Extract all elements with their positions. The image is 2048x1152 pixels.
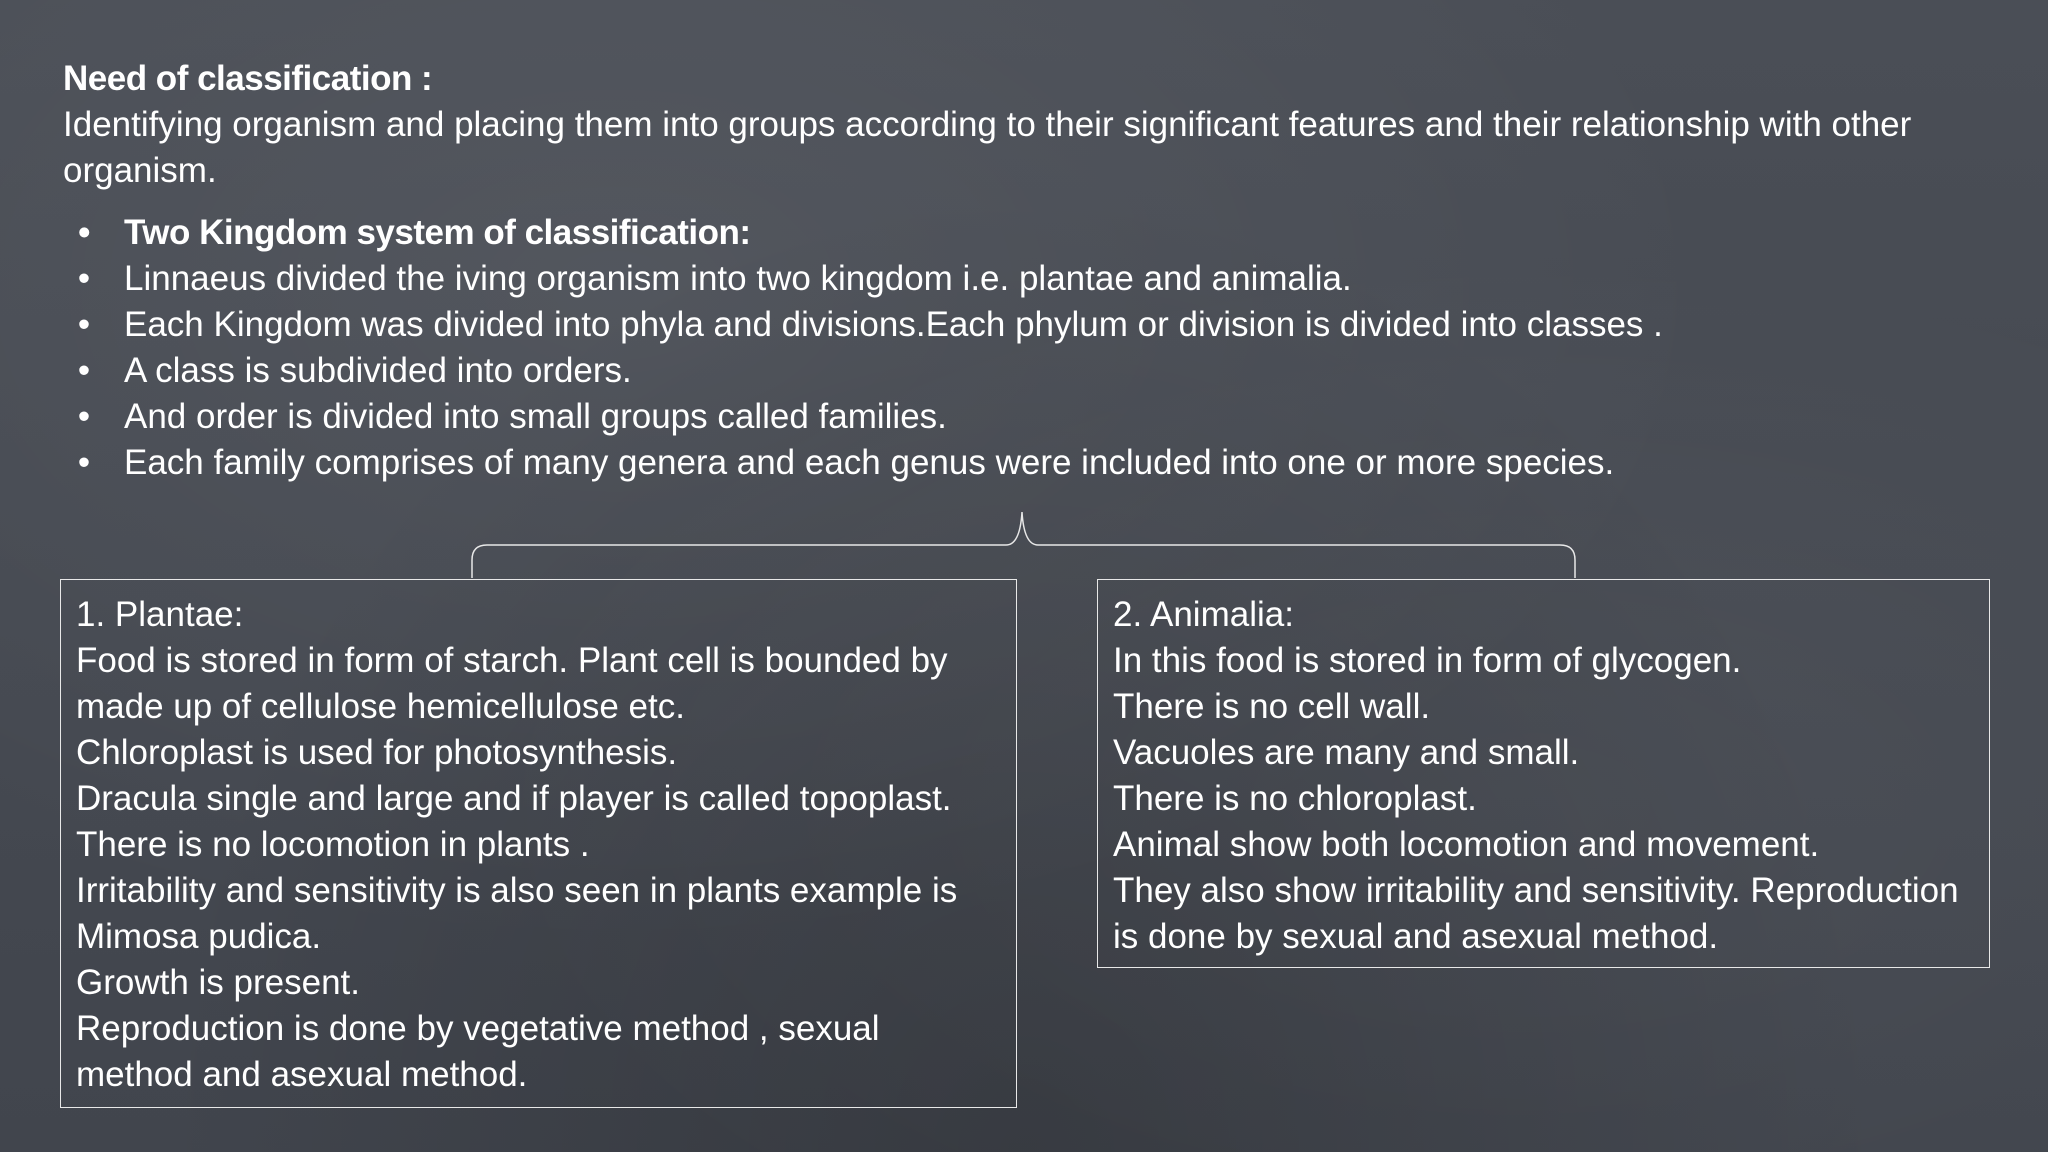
bullet-dot: • bbox=[77, 443, 91, 482]
animalia-line: Animal show both locomotion and movement. bbox=[1113, 825, 1820, 864]
bullet-text: Each family comprises of many genera and each genus were included into one or more species. bbox=[124, 443, 1615, 482]
bullet-text: Linnaeus divided the iving organism into two kingdom i.e. plantae and animalia. bbox=[124, 259, 1352, 298]
bullet-item bbox=[72, 302, 1663, 348]
bullet-text: Each Kingdom was divided into phyla and divisions.Each phylum or division is divided into classes . bbox=[124, 305, 1663, 344]
animalia-line: In this food is stored in form of glycogen. bbox=[1113, 641, 1742, 680]
heading-block bbox=[63, 56, 2003, 194]
plantae-line: Irritability and sensitivity is also seen in plants example is bbox=[76, 871, 958, 910]
bullet-dot: • bbox=[77, 305, 91, 344]
plantae-line: Mimosa pudica. bbox=[76, 917, 322, 956]
plantae-title: 1. Plantae: bbox=[76, 595, 244, 634]
animalia-line: Vacuoles are many and small. bbox=[1113, 733, 1580, 772]
animalia-line: They also show irritability and sensitivity. Reproduction bbox=[1113, 871, 1959, 910]
bullet-text: A class is subdivided into orders. bbox=[124, 351, 632, 390]
plantae-box bbox=[60, 579, 1017, 1108]
bullet-text: And order is divided into small groups called families. bbox=[124, 397, 947, 436]
brace-path bbox=[472, 512, 1575, 578]
animalia-line: There is no cell wall. bbox=[1113, 687, 1431, 726]
plantae-line: made up of cellulose hemicellulose etc. bbox=[76, 687, 685, 726]
bullet-dot: • bbox=[77, 397, 91, 436]
bullet-item bbox=[72, 348, 1663, 394]
bullet-dot: • bbox=[78, 213, 90, 252]
animalia-line: is done by sexual and asexual method. bbox=[1113, 917, 1719, 956]
heading-description: Identifying organism and placing them into groups according to their significant features and their relationship with other organism. bbox=[63, 105, 1912, 190]
plantae-line: Dracula single and large and if player is called topoplast. bbox=[76, 779, 952, 818]
bullet-dot: • bbox=[77, 259, 91, 298]
animalia-line: There is no chloroplast. bbox=[1113, 779, 1477, 818]
bullet-dot: • bbox=[77, 351, 91, 390]
plantae-line: Chloroplast is used for photosynthesis. bbox=[76, 733, 678, 772]
plantae-line: Food is stored in form of starch. Plant cell is bounded by bbox=[76, 641, 948, 680]
plantae-line: There is no locomotion in plants . bbox=[76, 825, 590, 864]
plantae-line: Reproduction is done by vegetative method , sexual bbox=[76, 1009, 880, 1048]
bullet-list bbox=[72, 210, 1663, 486]
bullet-item bbox=[72, 440, 1663, 486]
bullet-item bbox=[72, 256, 1663, 302]
plantae-line: Growth is present. bbox=[76, 963, 360, 1002]
bullet-item bbox=[72, 394, 1663, 440]
plantae-line: method and asexual method. bbox=[76, 1055, 528, 1094]
animalia-title: 2. Animalia: bbox=[1113, 595, 1294, 634]
bullet-item bbox=[72, 210, 1663, 256]
heading-title: Need of classification : bbox=[63, 59, 433, 98]
animalia-box bbox=[1097, 579, 1990, 968]
bullet-text: Two Kingdom system of classification: bbox=[124, 213, 751, 252]
